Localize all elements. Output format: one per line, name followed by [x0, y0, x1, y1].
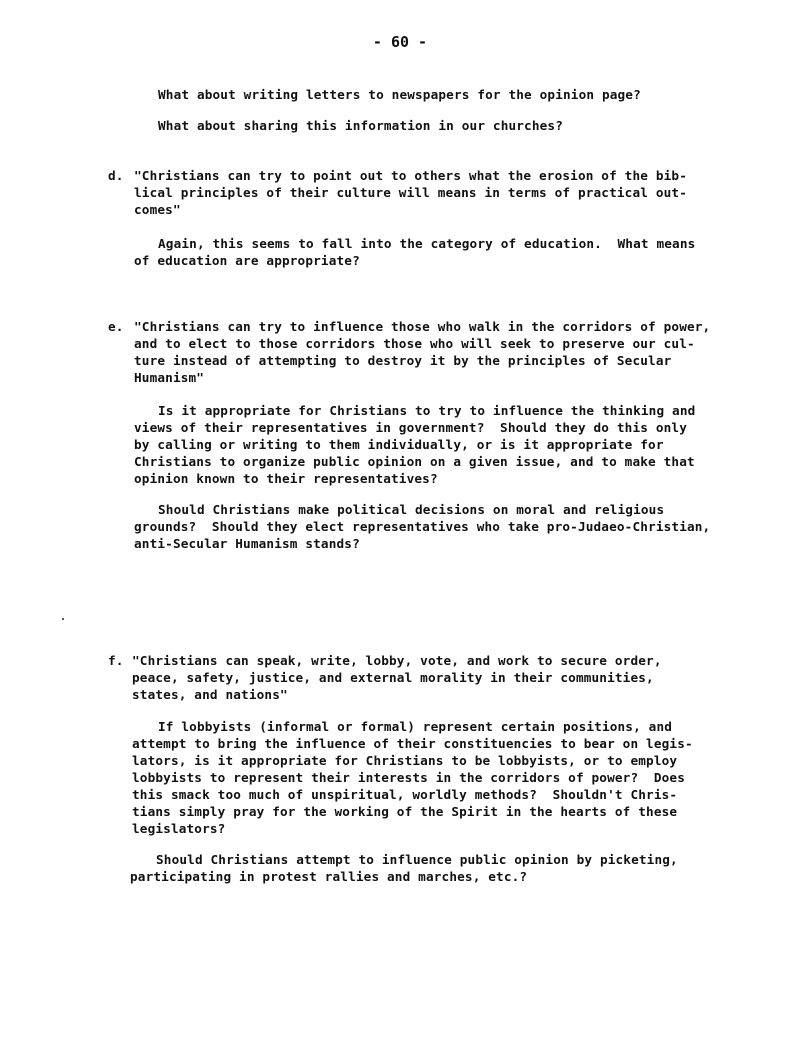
paragraph-line: legislators?	[132, 821, 226, 836]
paragraph-line: Is it appropriate for Christians to try to influence the thinking and	[158, 403, 696, 418]
item-label-d: d.	[108, 168, 124, 183]
item-label-e: e.	[108, 319, 124, 334]
paragraph-line: grounds? Should they elect representatives who take pro-Judaeo-Christian,	[134, 519, 711, 534]
item-label-f: f.	[108, 653, 124, 668]
quote-line: Humanism"	[134, 370, 205, 385]
question-text: What about writing letters to newspapers for the opinion page?	[158, 87, 641, 102]
paragraph-line: this smack too much of unspiritual, worldly methods? Shouldn't Chris-	[132, 787, 678, 802]
paragraph-line: views of their representatives in government? Should they do this only	[134, 420, 687, 435]
question-text: What about sharing this information in our churches?	[158, 118, 564, 133]
paragraph-line: attempt to bring the influence of their constituencies to bear on legis-	[132, 736, 693, 751]
paragraph-line: opinion known to their representatives?	[134, 471, 438, 486]
page-number: - 60 -	[372, 33, 428, 51]
paragraph-line: tians simply pray for the working of the Spirit in the hearts of these	[132, 804, 678, 819]
quote-line: "Christians can try to influence those who walk in the corridors of power,	[134, 319, 711, 334]
quote-line: peace, safety, justice, and external morality in their communities,	[132, 670, 654, 685]
paragraph-line: by calling or writing to them individually, or is it appropriate for	[134, 437, 664, 452]
paragraph-line: anti-Secular Humanism stands?	[134, 536, 360, 551]
comment-line: of education are appropriate?	[134, 253, 360, 268]
quote-line: comes"	[134, 202, 181, 217]
quote-line: and to elect to those corridors those who will seek to preserve our cul-	[134, 336, 695, 351]
paragraph-line: lobbyists to represent their interests in the corridors of power? Does	[132, 770, 685, 785]
paragraph-line: Should Christians attempt to influence public opinion by picketing,	[156, 852, 678, 867]
paragraph-line: lators, is it appropriate for Christians to be lobbyists, or to employ	[132, 753, 678, 768]
comment-line: Again, this seems to fall into the category of education. What means	[158, 236, 696, 251]
paragraph-line: If lobbyists (informal or formal) represent certain positions, and	[158, 719, 673, 734]
quote-line: "Christians can speak, write, lobby, vote, and work to secure order,	[132, 653, 662, 668]
paragraph-line: Should Christians make political decisions on moral and religious	[158, 502, 665, 517]
quote-line: states, and nations"	[132, 687, 288, 702]
paragraph-line: Christians to organize public opinion on a given issue, and to make that	[134, 454, 695, 469]
quote-line: lical principles of their culture will means in terms of practical out-	[134, 185, 687, 200]
scan-speck	[62, 618, 64, 620]
paragraph-line: participating in protest rallies and marches, etc.?	[130, 869, 528, 884]
quote-line: "Christians can try to point out to others what the erosion of the bib-	[134, 168, 687, 183]
quote-line: ture instead of attempting to destroy it by the principles of Secular	[134, 353, 672, 368]
